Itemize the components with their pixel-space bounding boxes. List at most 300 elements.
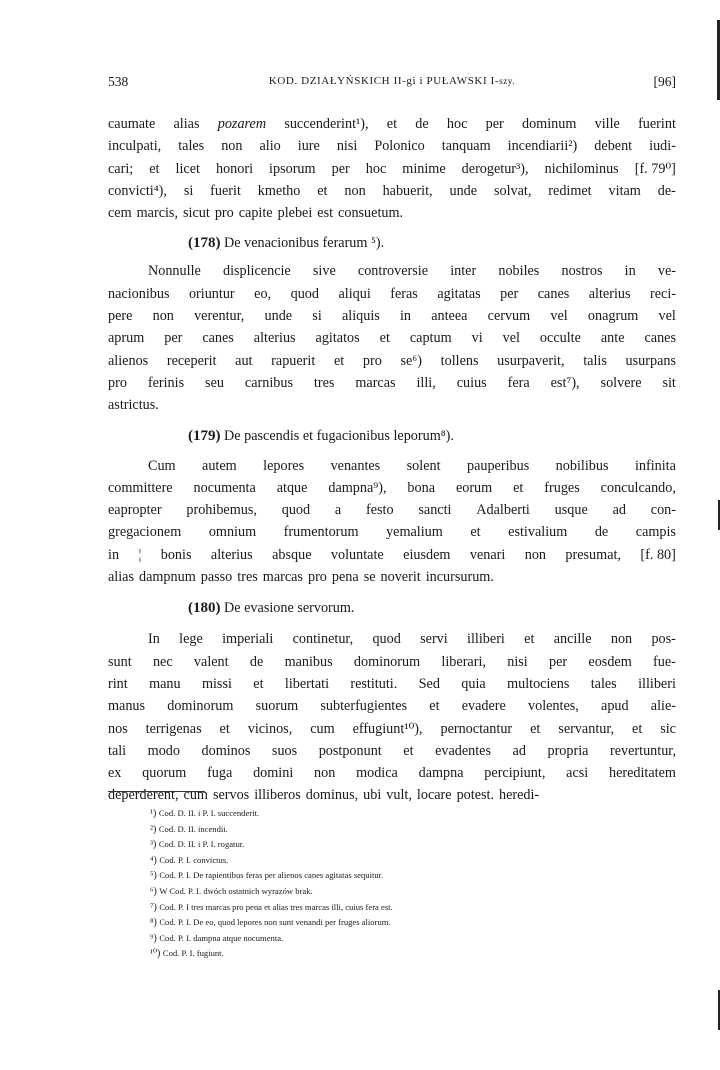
word: marcis, [136, 205, 179, 222]
text-line [108, 566, 676, 588]
word: caumate [108, 116, 156, 132]
word: eo, [254, 285, 272, 302]
word: hoc [446, 116, 468, 132]
word: ipsorum [269, 160, 316, 177]
footnote-mark: ⁸) [150, 917, 160, 929]
word: valent [193, 653, 229, 670]
word: ad [512, 742, 526, 759]
text-line [108, 784, 676, 806]
word: libertati [284, 675, 330, 692]
text-line [108, 718, 676, 740]
word: noverit [380, 569, 421, 586]
section-heading-179 [108, 417, 676, 455]
word: plebei [277, 205, 313, 222]
text-line [108, 673, 676, 695]
text-line [108, 202, 676, 224]
word: ancille [553, 631, 592, 648]
word: locare [416, 787, 452, 804]
section-179-paragraph [108, 455, 676, 589]
bracket-page-number: [96] [653, 74, 676, 89]
word: hoc [365, 160, 387, 177]
word: venari [469, 546, 506, 563]
word: con- [650, 502, 676, 519]
footnote-mark: ¹⁰) [150, 948, 163, 960]
word: rapuerit [271, 352, 316, 369]
word: carnibus [244, 374, 293, 391]
word: ante [600, 330, 625, 347]
word: a [334, 502, 342, 519]
word: aprum [108, 330, 145, 347]
word: liberari, [441, 653, 486, 670]
word: illiberi [638, 675, 676, 692]
word: tales [590, 675, 617, 692]
word: hereditatem [608, 765, 676, 782]
word: tres [237, 569, 258, 586]
word: vitam [608, 182, 641, 199]
word: consuetum. [338, 205, 404, 222]
word: sit [662, 374, 676, 391]
word: volentes, [528, 698, 579, 715]
page-header [108, 74, 676, 94]
word: controversie [357, 263, 429, 280]
text-line [108, 305, 676, 327]
word: In [148, 631, 160, 648]
heading-number: (178) [188, 235, 221, 252]
word: si [183, 182, 194, 199]
footnote-mark: ⁷) [150, 901, 160, 913]
word: continetur, [292, 631, 354, 648]
word: lege [179, 631, 203, 648]
word: pro [108, 374, 127, 391]
word: cum [183, 787, 208, 804]
word: si [312, 308, 322, 325]
word: est [317, 205, 334, 222]
word: dominus, [305, 787, 359, 804]
text-line [108, 135, 676, 157]
word: per [485, 116, 504, 132]
running-title [108, 75, 676, 87]
word: et [513, 479, 524, 496]
word: vel [658, 308, 676, 325]
word: oriuntur [188, 285, 235, 302]
word: atque [276, 479, 308, 496]
word: per [331, 160, 350, 177]
word: pro [307, 569, 327, 586]
word: [f. 80] [640, 546, 676, 563]
word: suorum [255, 698, 299, 715]
word: sive [312, 263, 336, 280]
word: manibus [284, 653, 333, 670]
text-line [108, 628, 676, 650]
word: in [624, 263, 636, 280]
word: alias [108, 569, 134, 586]
word: propria [547, 742, 589, 759]
word: nacionibus [108, 285, 170, 302]
word: omnium [208, 524, 257, 541]
footnote-text: Cod. P. I tres marcas pro pena et alias tres marcas illi, cuius fera est. [159, 901, 393, 912]
word: non [344, 182, 366, 199]
word: imperiali [222, 631, 274, 648]
word: marcas [262, 569, 303, 586]
word: tollens [440, 352, 479, 369]
word: nos [108, 720, 128, 737]
word: restituti. [350, 675, 398, 692]
footnote-text: Cod. D. II. i P. I. succenderit. [158, 808, 260, 818]
word: pos- [651, 631, 676, 648]
word: solent [406, 457, 441, 474]
footnote [150, 868, 393, 884]
word: astrictus. [108, 397, 159, 414]
word: et [333, 352, 345, 369]
word: alterius [253, 330, 296, 347]
word: per [549, 653, 568, 670]
word: presumat, [565, 546, 621, 563]
word: rint [108, 675, 128, 692]
word: capite [238, 205, 273, 222]
word: vel [502, 330, 520, 347]
word: bona [407, 479, 436, 496]
word: inculpati, [108, 138, 162, 155]
footnote-text: Cod. P. I. convictus. [159, 854, 229, 865]
word: et [470, 524, 481, 541]
word: domini [253, 765, 294, 782]
word: prohibemus, [186, 502, 257, 519]
word: terrigenas [145, 720, 202, 737]
word: solvere [600, 374, 642, 391]
word: ex [108, 765, 122, 782]
footnote [150, 837, 393, 853]
text-line [108, 651, 676, 673]
word: et [253, 675, 264, 692]
word: pere [108, 308, 133, 325]
word: ferinis [147, 374, 185, 391]
text-line [108, 350, 676, 372]
word: iure [297, 138, 320, 155]
word: pozarem [217, 116, 267, 132]
word: pro [362, 352, 382, 369]
text-line [108, 327, 676, 349]
word: per [164, 330, 183, 347]
footnote-text: Cod. P. I. De rapientibus feras per alienos canes agitatas sequitur. [159, 870, 384, 881]
word: non [152, 308, 174, 325]
word: suos [271, 742, 298, 759]
word: canes [644, 330, 676, 347]
footnote-mark: ¹) [150, 808, 159, 819]
word: aliquis [341, 308, 380, 325]
word: eiusdem [403, 546, 451, 563]
heading-text: De venacionibus ferarum ⁵). [224, 235, 385, 252]
footnote-mark: ⁵) [150, 870, 160, 882]
word: non [610, 631, 633, 648]
word: frumentorum [283, 524, 359, 541]
word: yemalium [386, 524, 443, 541]
text-line [108, 260, 676, 282]
word: debent [594, 138, 633, 155]
intro-paragraph [108, 113, 676, 224]
word: cem [108, 205, 132, 222]
word: revertuntur, [609, 742, 676, 759]
footnote [150, 946, 393, 962]
word: illiberos [254, 787, 301, 804]
text-line [108, 180, 676, 202]
word: dominum [521, 116, 577, 132]
word: vel [550, 308, 568, 325]
body-text [108, 113, 676, 807]
word: fruges [544, 479, 580, 496]
word: ad [612, 502, 626, 519]
word: illi, [416, 374, 436, 391]
word: eorum [455, 479, 493, 496]
word: quorum [142, 765, 187, 782]
word: sicut [183, 205, 210, 222]
word: de [415, 116, 429, 132]
word: modo [147, 742, 180, 759]
running-title-suffix: szy. [499, 76, 516, 86]
word: Sed [418, 675, 440, 692]
word: nobiles [498, 263, 540, 280]
word: usurpans [625, 352, 676, 369]
word: de- [657, 182, 676, 199]
word: honori [215, 160, 254, 177]
page-number: 538 [108, 74, 129, 89]
text-line [108, 499, 676, 521]
footnote [150, 931, 393, 947]
heading-text: De pascendis et fugacionibus leporum⁸). [224, 427, 454, 444]
word: agitatos [315, 330, 360, 347]
text-line [108, 283, 676, 305]
footnote-mark: ⁴) [150, 854, 160, 866]
footnote [150, 822, 393, 838]
text-line [108, 113, 676, 135]
section-178-paragraph [108, 260, 676, 416]
word: fera [507, 374, 530, 391]
word: servi [420, 631, 448, 648]
footnote-text: Cod. P. I. De eo, quod lepores non sunt venandi per fruges aliorum. [159, 917, 391, 928]
word: licet [175, 160, 200, 177]
word: conculcando, [600, 479, 676, 496]
word: ville [594, 116, 620, 132]
word: iudi- [649, 138, 676, 155]
text-line [108, 544, 676, 566]
word: cum [310, 720, 335, 737]
word: occulte [539, 330, 581, 347]
word: absque [272, 546, 312, 563]
word: minime [402, 160, 446, 177]
word: sunt [108, 653, 132, 670]
word: postponunt [318, 742, 382, 759]
word: acsi [566, 765, 589, 782]
word: dominorum [167, 698, 234, 715]
word: canes [202, 330, 234, 347]
word: cuius [456, 374, 487, 391]
word: usque [554, 502, 588, 519]
word: redimet [548, 182, 592, 199]
text-line [108, 455, 676, 477]
word: et [403, 742, 414, 759]
word: eapropter [108, 502, 162, 519]
word: et [429, 698, 440, 715]
word: solvat, [493, 182, 532, 199]
word: et [317, 182, 328, 199]
word: venantes [330, 457, 381, 474]
word: agitatas [437, 285, 481, 302]
word: Cum [148, 457, 176, 474]
word: apud [601, 698, 629, 715]
word: reci- [650, 285, 676, 302]
word: nec [152, 653, 173, 670]
word: dominos [201, 742, 251, 759]
word: alio [259, 138, 281, 155]
footnotes [150, 806, 393, 962]
word: kmetho [257, 182, 301, 199]
word: cervum [487, 308, 531, 325]
word: lepores [263, 457, 305, 474]
word: se⁶) [400, 352, 422, 369]
text-line [108, 521, 676, 543]
word: captum [409, 330, 452, 347]
word: sancti [418, 502, 452, 519]
word: Nonnulle [148, 263, 201, 280]
text-line [108, 158, 676, 180]
section-heading-180 [108, 588, 676, 628]
word: manus [108, 698, 146, 715]
word: manu [149, 675, 181, 692]
word: et [219, 720, 230, 737]
footnote-mark: ⁶) [150, 885, 160, 897]
word: et [149, 160, 160, 177]
word: seu [205, 374, 224, 391]
word: fue- [653, 653, 676, 670]
word: effugiunt¹⁰), [352, 720, 423, 737]
word: non [221, 138, 243, 155]
word: servantur, [558, 720, 615, 737]
word: alias [173, 116, 200, 132]
word: sic [660, 720, 676, 737]
word: dampna [418, 765, 464, 782]
footnote-mark: ⁹) [150, 932, 160, 944]
word: dominorum [353, 653, 421, 670]
word: tales [178, 138, 205, 155]
word: nostros [561, 263, 603, 280]
word: fuerint [638, 116, 676, 132]
word: feras [390, 285, 418, 302]
word: nisi [507, 653, 528, 670]
word: marcas [355, 374, 396, 391]
word: alie- [650, 698, 676, 715]
word: in [399, 308, 412, 325]
word: derogetur³), [461, 160, 529, 177]
word: autem [202, 457, 237, 474]
section-180-paragraph [108, 628, 676, 806]
word: gregacionem [108, 524, 182, 541]
word: heredi- [499, 787, 540, 804]
word: estivalium [508, 524, 568, 541]
word: est⁷), [550, 374, 580, 391]
word: dampnum [139, 569, 196, 586]
text-line [108, 394, 676, 416]
word: infinita [634, 457, 676, 474]
word: incursurum. [425, 569, 494, 586]
word: Polonico [374, 138, 425, 155]
word: ¦ [138, 546, 142, 563]
word: percipiunt, [484, 765, 546, 782]
word: Adalberti [476, 502, 530, 519]
footnote [150, 853, 393, 869]
word: pauperibus [466, 457, 530, 474]
word: quod [372, 631, 401, 648]
word: quod [281, 502, 311, 519]
word: alienos [108, 352, 149, 369]
word: et [530, 720, 541, 737]
footnote-mark: ³) [150, 839, 159, 851]
word: passo [200, 569, 233, 586]
footnote-text: Cod. D. II. incendii. [158, 823, 228, 834]
word: nichilominus [544, 160, 619, 177]
word: fuga [207, 765, 233, 782]
word: receperit [166, 352, 217, 369]
running-title-main: KOD. DZIAŁYŃSKICH II-gi i PUŁAWSKI I- [268, 75, 500, 87]
footnote-text: Cod. D. II. i P. I. rogatur. [158, 839, 245, 850]
word: deperderent, [108, 787, 179, 804]
text-line [108, 372, 676, 394]
word: vi [471, 330, 483, 347]
word: aut [235, 352, 253, 369]
word: potest. [456, 787, 494, 804]
word: tres [313, 374, 335, 391]
word: anteea [431, 308, 468, 325]
word: committere [108, 479, 173, 496]
word: campis [635, 524, 676, 541]
word: ve- [657, 263, 676, 280]
word: cari; [108, 160, 134, 177]
word: pernoctantur [440, 720, 513, 737]
word: non [314, 765, 336, 782]
word: et [386, 116, 398, 132]
word: se [363, 569, 376, 586]
word: per [500, 285, 519, 302]
word: servos [212, 787, 250, 804]
word: missi [201, 675, 232, 692]
word: festo [366, 502, 394, 519]
text-line [108, 740, 676, 762]
word: unde [449, 182, 478, 199]
heading-text: De evasione servorum. [224, 600, 355, 617]
word: alterius [210, 546, 253, 563]
word: modica [356, 765, 398, 782]
word: aliqui [338, 285, 371, 302]
word: eosdem [588, 653, 632, 670]
word: canes [537, 285, 570, 302]
word: usurpaverit, [497, 352, 565, 369]
word: bonis [160, 546, 192, 563]
word: onagrum [587, 308, 639, 325]
word: dampna⁹), [328, 479, 387, 496]
footnote-text: W Cod. P. I. dwóch ostatnich wyrazów brak. [159, 885, 313, 896]
word: pro [214, 205, 234, 222]
word: evadentes [435, 742, 491, 759]
word: quod [290, 285, 319, 302]
section-heading-178 [108, 224, 676, 260]
word: fuerit [210, 182, 241, 199]
word: nobilibus [555, 457, 609, 474]
word: nisi [336, 138, 358, 155]
word: incendiarii²) [507, 138, 578, 155]
footnote-mark: ²) [150, 823, 159, 835]
word: pena [331, 569, 359, 586]
word: de [249, 653, 264, 670]
word: et [632, 720, 643, 737]
footnote-rule [108, 791, 205, 792]
